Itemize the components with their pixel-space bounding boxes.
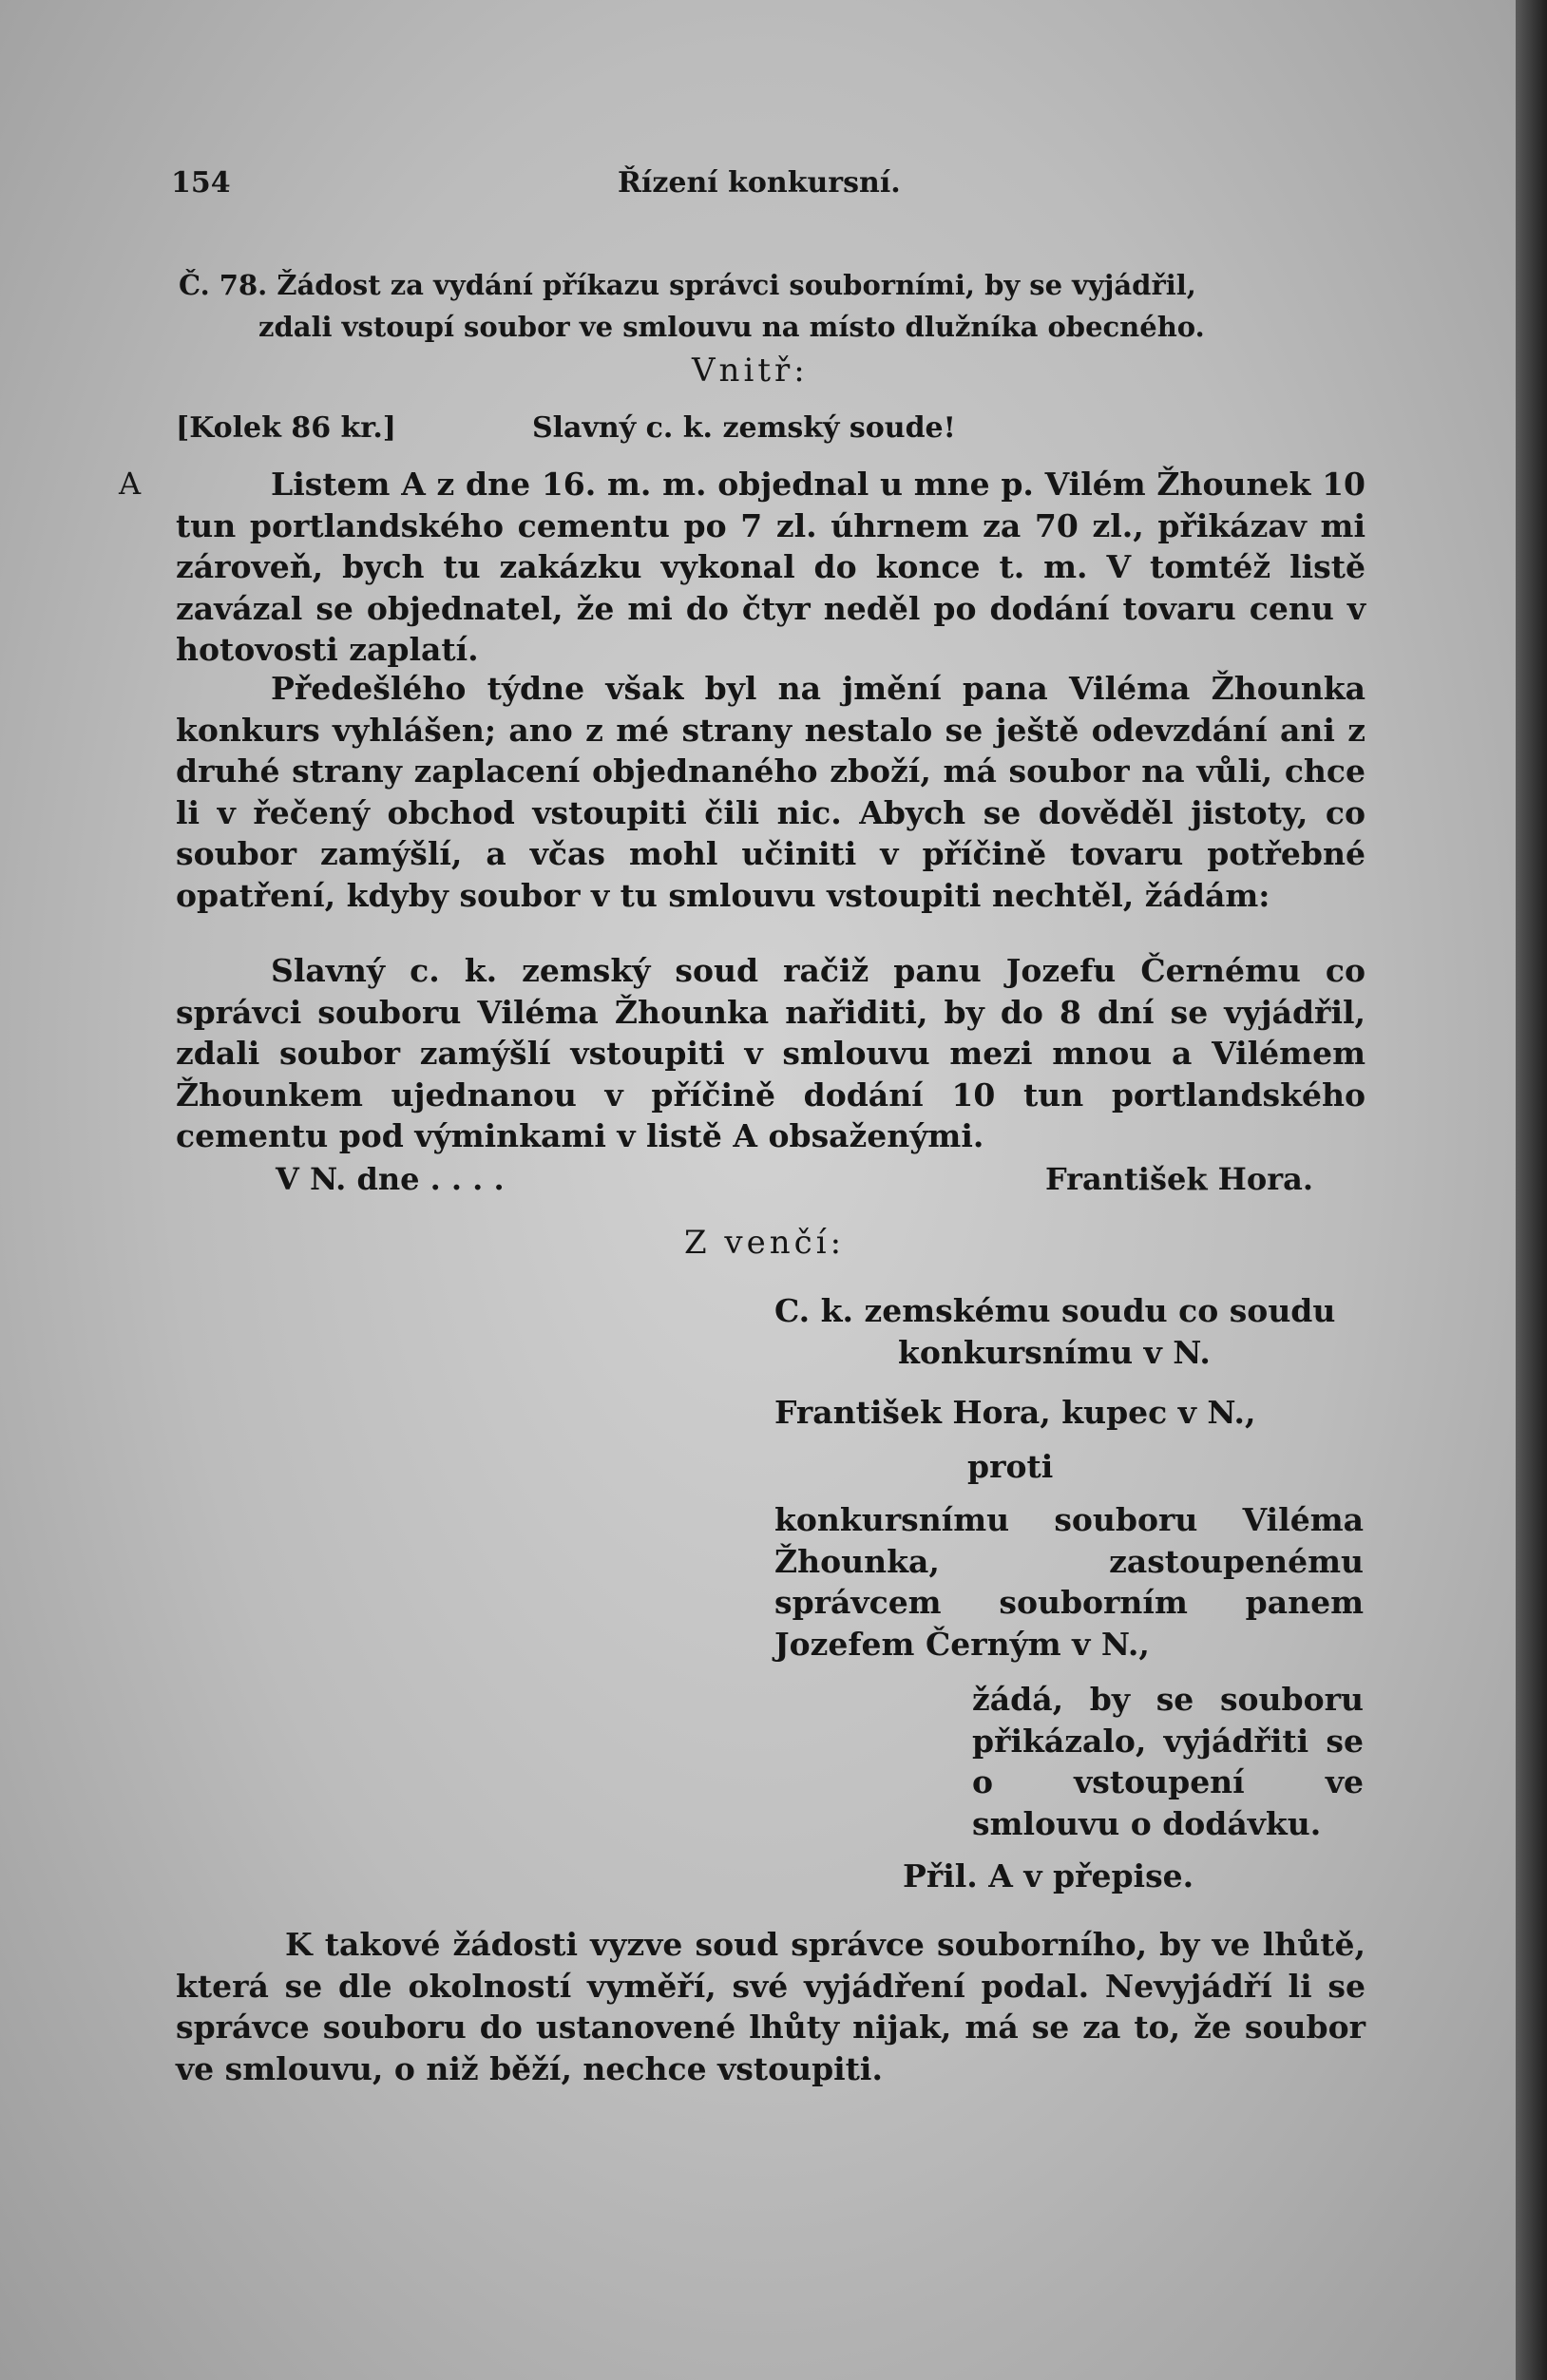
defendant: konkursnímu souboru Viléma Žhounka, zastoupenému správcem souborním panem Jozefem Černým v N., [774,1501,1364,1663]
margin-letter: A [119,466,142,502]
running-head: Řízení konkursní. [618,166,901,200]
stamp-note: [Kolek 86 kr.] [176,411,397,445]
inner-heading: Vnitř: [692,352,809,390]
court-address-line-2: konkursnímu v N. [898,1333,1211,1371]
court-address-line-1: C. k. zemskému soudu co soudu [774,1292,1336,1329]
form-title [179,264,1366,348]
attachment-note: Přil. A v přepise. [903,1857,1194,1894]
outer-heading: Z venčí: [684,1224,846,1262]
place-date: V N. dne . . . . [276,1161,505,1197]
paragraph-1: Listem A z dne 16. m. m. objednal u mne p. Vilém Žhounek 10 tun portlandského cementu po 7 zl. úhrnem za 70 zl., přikázav mi zároveň, bych tu zakázku vykonal do konce t. m. V tomtéž listě zavázal se objednatel, že mi do čtyr neděl po dodání tovaru cenu v hotovosti zaplatí. [176,466,1366,668]
plaintiff: František Hora, kupec v N., [774,1394,1256,1431]
salutation: Slavný c. k. zemský soude! [532,411,956,445]
page-number: 154 [171,166,231,200]
form-title-line-2: zdali vstoupí soubor ve smlouvu na místo dlužníka obecného. [258,311,1205,343]
paragraph-2: Předešlého týdne však byl na jmění pana Viléma Žhounka konkurs vyhlášen; ano z mé strany nestalo se ještě odevzdání ani z druhé strany zaplacení objednaného zboží, má soubor na vůli, chce li v řečený obchod vstoupiti čili nic. Abych se dověděl jistoty, co soubor zamýšlí, a včas mohl učiniti v příčině tovaru potřebné opatření, kdyby soubor v tu smlouvu vstoupiti nechtěl, žádám: [176,670,1366,914]
form-title-line-1: Č. 78. Žádost za vydání příkazu správci souborními, by se vyjádřil, [179,269,1196,301]
court-address [774,1290,1335,1373]
signature: František Hora. [1045,1161,1313,1197]
paragraph-3: Slavný c. k. zemský soud račiž panu Jozefu Černému co správci souboru Viléma Žhounka nařiditi, by do 8 dní se vyjádřil, zdali soubor zamýšlí vstoupiti v smlouvu mezi mnou a Vilémem Žhounkem ujednanou v příčině dodání 10 tun portlandského cementu pod výminkami v listě A obsaženými. [176,952,1366,1154]
page-edge [1516,0,1547,2380]
request: žádá, by se souboru přikázalo, vyjádřiti se o vstoupení ve smlouvu o dodávku. [972,1681,1364,1842]
versus: proti [967,1448,1054,1485]
commentary-paragraph: K takové žádosti vyzve soud správce souborního, by ve lhůtě, která se dle okolností vyměří, své vyjádření podal. Nevyjádří li se správce souboru do ustanovené lhůty nijak, má se za to, že soubor ve smlouvu, o niž běží, nechce vstoupiti. [176,1926,1366,2087]
